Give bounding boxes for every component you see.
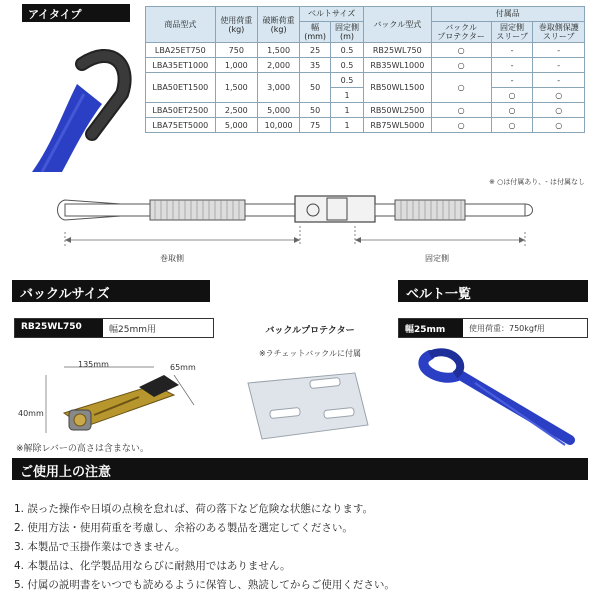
buckle-model: RB25WL750 [15,319,103,337]
eye-type-label: アイタイプ [22,4,130,22]
wind-side-label: 巻取側 [160,254,184,263]
spec-table [145,6,585,133]
th-load: 使用荷重 (kg) [215,7,257,43]
th-wind-sleeve: 巻取側保護 スリーブ [533,22,585,43]
table-row: LBA50ET2500 2,500 5,000 50 1 RB50WL2500 ○ ○ ○ [146,103,585,118]
th-accessories: 付属品 [431,7,584,22]
list-item: 3. 本製品で玉掛作業はできません。 [14,541,186,553]
belt-diagram [55,190,535,270]
sling-photo [22,24,140,172]
table-row: 1 ○ ○ [146,88,585,103]
list-item: 5. 付属の説明書をいつでも読めるように保管し、熟読してからご使用ください。 [14,579,395,591]
th-belt-size: ベルトサイズ [300,7,364,22]
list-item: 1. 誤った操作や日頃の点検を怠れば、荷の落下など危険な状態になります。 [14,503,374,515]
th-width: 幅 (mm) [300,22,331,43]
th-break: 破断荷重 (kg) [257,7,299,43]
buckle-model-box [14,318,214,338]
buckle-size-header: バックルサイズ [12,280,210,302]
caution-list [14,500,395,595]
belt-width: 幅25mm [399,319,463,337]
belt-list-header: ベルト一覧 [398,280,588,302]
protector-title: バックルプロテクター [265,326,355,336]
table-row: LBA35ET1000 1,000 2,000 35 0.5 RB35WL1000 ○ - - [146,58,585,73]
belt-load: 使用荷重：750kgf用 [469,324,545,333]
belt-photo [400,345,588,453]
th-protector: バックル プロテクター [431,22,491,43]
belt-width-box [398,318,588,338]
table-row: LBA75ET5000 5,000 10,000 75 1 RB75WL5000 ○ ○ ○ [146,118,585,133]
buckle-height: 40mm [18,409,44,418]
table-note: ※ ○は付属あり、- は付属なし [489,178,585,186]
th-fixed: 固定側 (m) [330,22,363,43]
list-item: 2. 使用方法・使用荷重を考慮し、余裕のある製品を選定してください。 [14,522,353,534]
buckle-width: 65mm [170,363,196,372]
fixed-side-label: 固定側 [425,254,449,263]
th-model: 商品型式 [146,7,216,43]
buckle-length: 135mm [78,360,109,369]
th-sleeve: 固定側 スリーブ [491,22,533,43]
protector-image [240,365,375,445]
buckle-spec: 幅25mm用 [109,325,156,335]
caution-header: ご使用上の注意 [12,458,588,480]
table-row: LBA50ET1500 1,500 3,000 50 0.5 RB50WL1500 ○ - - [146,73,585,88]
table-row: LBA25ET750 750 1,500 25 0.5 RB25WL750 ○ - - [146,43,585,58]
th-buckle: バックル型式 [364,7,431,43]
protector-note: ※ラチェットバックルに付属 [258,349,362,358]
list-item: 4. 本製品は、化学製品用ならびに耐熱用ではありません。 [14,560,291,572]
lever-note: ※解除レバーの高さは含まない。 [16,444,149,454]
